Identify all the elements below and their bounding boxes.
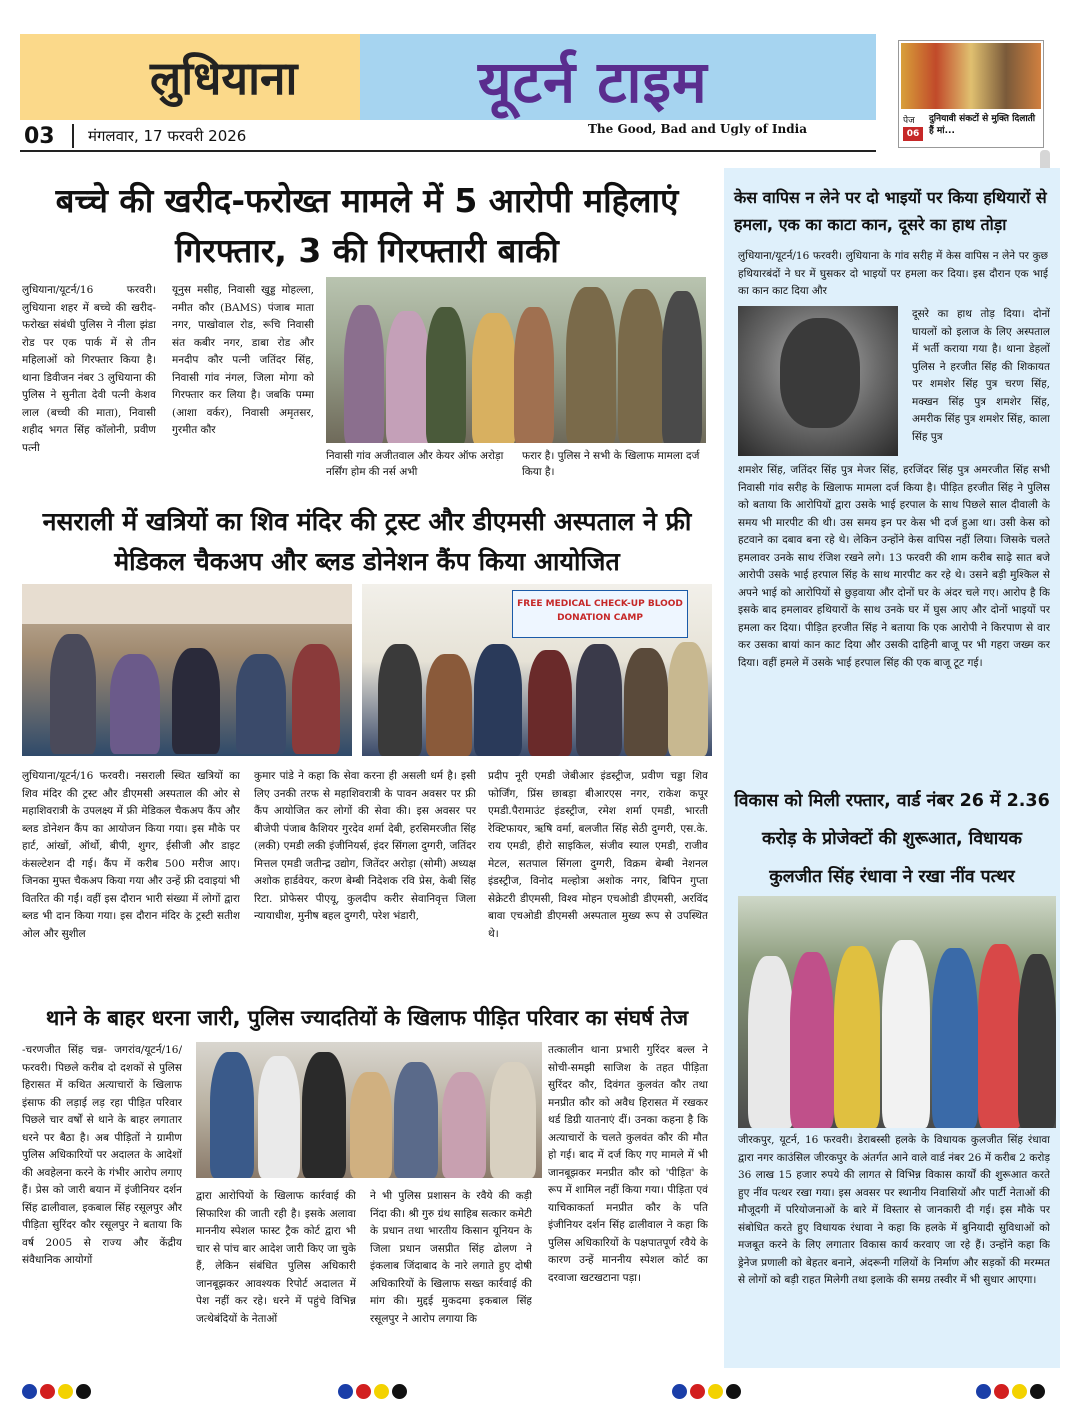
reg-dot xyxy=(76,1384,91,1399)
story1-col1: लुधियाना/यूटर्न/16 फरवरी। लुधियाना शहर में बच्चे की खरीद-फरोख्त संबंधी पुलिस ने नीला झंडा रोड पर एक पार्क में से तीन महिलाओं को गिरफ्तार किया है। थाना डिवीजन नंबर 3 लुधियाना की पुलिस ने सुनीता देवी पत्नी केशव लाल (बच्ची की माता), निवासी शहीद भगत सिंह कॉलोनी, प्रवीण पत्नी xyxy=(22,284,156,454)
person-figure xyxy=(882,940,930,1128)
page-number: 03 xyxy=(24,124,55,149)
person-figure xyxy=(514,307,554,443)
story5-headline: विकास को मिली रफ्तार, वार्ड नंबर 26 में 2.36 करोड़ के प्रोजेक्टों की शुरूआत, विधायक कुलजीत सिंह रंधावा ने रखा नींव पत्थर xyxy=(734,791,1050,887)
story3-photo xyxy=(196,1042,542,1178)
person-figure xyxy=(442,1072,486,1178)
reg-dot xyxy=(672,1384,687,1399)
story2-headline: नसराली में खत्रियों का शिव मंदिर की ट्रस्ट और डीएमसी अस्पताल ने फ्री मेडिकल चैकअप और ब्लड डोनेशन कैंप किया आयोजित xyxy=(42,507,692,576)
person-figure xyxy=(426,654,472,756)
person-figure xyxy=(172,648,220,754)
reg-dot xyxy=(994,1384,1009,1399)
story3-col1: -चरणजीत सिंह चन्न- जगरांव/यूटर्न/16/फरवरी। पिछले करीब दो दशकों से पुलिस हिरासत में कथित अत्याचारों के खिलाफ इंसाफ की लड़ाई लड़ रहा पीड़ित परिवार पिछले चार वर्षों से थाने के बाहर लगातार धरने पर बैठा है। अब पीड़ितों ने ग्रामीण पुलिस अधिकारियों पर अदालत के आदेशों की अवहेलना करने के गंभीर आरोप लगाए हैं। प्रेस को जारी बयान में इंजीनियर दर्शन सिंह ढालीवाल, इकबाल सिंह रसूलपुर और पीड़िता सुरिंदर कौर रसूलपुर ने बताया कि वर्ष 2005 से राज्य और केंद्रीय संवैधानिक आयोगों xyxy=(22,1044,182,1266)
person-figure xyxy=(258,1056,300,1178)
registration-marks xyxy=(672,1384,744,1400)
registration-marks xyxy=(338,1384,410,1400)
story1-caption-right: फरार है। पुलिस ने सभी के खिलाफ मामला दर्ज किया है। xyxy=(522,450,700,478)
person-figure xyxy=(210,1052,254,1178)
reg-dot xyxy=(1012,1384,1027,1399)
person-figure xyxy=(50,634,96,754)
person-figure xyxy=(386,311,430,443)
story2-col3: प्रदीप नूरी एमडी जेबीआर इंडस्ट्रीज, प्रवीण चड्डा शिव फोर्जिंग, प्रिंस छाबड़ा बीआरएस नगर, राकेश कपूर एमडी.पैरामाउंट इंडस्ट्रीज, रमेश शर्मा एमडी, भारती रेक्टिफायर, ऋषि वर्मा, बलजीत सिंह सेठी दुग्गरी, एस.के. राय एमडी, हीरो साइकिल, संजीव स्याल एमडी, राजीव मेटल, सतपाल सिंगला दुग्गरी, विक्रम बेम्बी नेशनल इंडस्ट्रीज, विनोद मल्होत्रा अशोक नगर, बिपिन गुप्ता सेक्रेटरी डीएमसी, विश्व मोहन एचओडी डीएमसी, अरविंद बावा एचओडी डीएमसी अस्पताल मुख्य रूप से उपस्थित थे। xyxy=(488,770,708,940)
reg-dot xyxy=(392,1384,407,1399)
story3-headline: थाने के बाहर धरना जारी, पुलिस ज्यादतियों के खिलाफ पीड़ित परिवार का संघर्ष तेज xyxy=(45,1006,689,1030)
person-figure xyxy=(624,648,668,756)
masthead-city-band xyxy=(20,34,360,120)
reg-dot xyxy=(726,1384,741,1399)
person-figure xyxy=(394,1062,438,1178)
person-figure xyxy=(110,654,160,754)
reg-dot xyxy=(374,1384,389,1399)
promo-page-number: 06 xyxy=(903,127,923,141)
promo-photo xyxy=(901,43,1041,109)
city-name: लुधियाना xyxy=(150,51,298,105)
story1-photo xyxy=(326,277,706,443)
reg-dot xyxy=(690,1384,705,1399)
person-figure xyxy=(236,654,286,754)
story5-body: जीरकपुर, यूटर्न, 16 फरवरी। डेराबस्सी हलके के विधायक कुलजीत सिंह रंधावा द्वारा नगर काउंसिल जीरकपुर के अंतर्गत आने वाले वार्ड नंबर 26 में करीब 2 करोड़ 36 लाख 15 हजार रुपये की लागत से विभिन्न विकास कार्यों की शुरूआत करते हुए नींव पत्थर रखा गया। इस अवसर पर स्थानीय निवासियों और पार्टी नेताओं की मौजूदगी में परियोजनाओं के बारे में विस्तार से जानकारी दी गई। इस मौके पर संबोधित करते हुए विधायक रंधावा ने कहा कि हलके में बुनियादी सुविधाओं को मजबूत करने के लिए लगातार विकास कार्य करवाए जा रहे हैं। उन्होंने कहा कि ड्रेनेज प्रणाली को बेहतर बनाने, अंदरूनी गलियों के निर्माण और सड़कों की मरम्मत से लोगों को बड़ी राहत मिलेगी तथा इलाके की समग्र तस्वीर में भी सुधार आएगा। xyxy=(738,1134,1050,1286)
person-figure xyxy=(292,644,340,754)
promo-title: दुनियावी संकटों से मुक्ति दिलाती हैं मां... xyxy=(929,114,1036,136)
person-figure xyxy=(834,946,880,1128)
person-figure xyxy=(576,644,622,756)
reg-dot xyxy=(58,1384,73,1399)
person-figure xyxy=(378,644,422,756)
tagline: The Good, Bad and Ugly of India xyxy=(588,122,807,136)
masthead xyxy=(20,34,876,120)
story1-caption-left: निवासी गांव अजीतवाल और केयर ऑफ अरोड़ा नर्सिंग होम की नर्स अभी xyxy=(326,450,504,478)
story4-wrap: दूसरे का हाथ तोड़ दिया। दोनों घायलों को इलाज के लिए अस्पताल में भर्ती कराया गया है। थाना डेहलों पुलिस ने हरजीत सिंह की शिकायत पर शमशेर सिंह पुत्र चरण सिंह, मक्खन सिंह पुत्र शमशेर सिंह, अमरीक सिंह पुत्र शमशेर सिंह, काला सिंह पुत्र xyxy=(912,308,1050,443)
story1-headline: बच्चे की खरीद-फरोख्त मामले में 5 आरोपी महिलाएं गिरफ्तार, 3 की गिरफ्तारी बाकी xyxy=(55,181,679,270)
story5-photo xyxy=(738,896,1056,1128)
story1-col2: यूनुस मसीह, निवासी खुड्ड मोहल्ला, नमीत कौर (BAMS) पंजाब माता नगर, पाखोवाल रोड, रूचि निवासी संत कबीर नगर, डाबा रोड और मनदीप कौर पत्नी जतिंदर सिंह, निवासी गांव नंगल, जिला मोगा को गिरफ्तार कर लिया है। जबकि पम्मा (आशा वर्कर), निवासी अमृतसर, गुरमीत कौर xyxy=(172,284,314,436)
story3-col3: ने भी पुलिस प्रशासन के रवैये की कड़ी निंदा की। श्री गुरु ग्रंथ साहिब सत्कार कमेटी के प्रधान तथा भारतीय किसान यूनियन के जिला प्रधान जसप्रीत सिंह ढोलण ने इंकलाब जिंदाबाद के नारे लगाते हुए दोषी अधिकारियों के खिलाफ सख्त कार्रवाई की मांग की। मुद्दई मुकदमा इकबाल सिंह रसूलपुर ने आरोप लगाया कि xyxy=(370,1190,532,1325)
person-figure xyxy=(978,944,1022,1128)
reg-dot xyxy=(338,1384,353,1399)
reg-dot xyxy=(40,1384,55,1399)
registration-marks xyxy=(976,1384,1048,1400)
story2-photo-left xyxy=(22,584,352,756)
issue-row xyxy=(20,122,876,152)
reg-dot xyxy=(1030,1384,1045,1399)
person-figure xyxy=(790,952,834,1128)
person-figure xyxy=(566,287,616,443)
person-figure xyxy=(344,305,384,443)
person-figure xyxy=(668,642,708,756)
reg-dot xyxy=(708,1384,723,1399)
person-figure xyxy=(350,1072,392,1178)
story2-col1: लुधियाना/यूटर्न/16 फरवरी। नसराली स्थित खत्रियों का शिव मंदिर की ट्रस्ट और डीएमसी अस्पताल की ओर से महाशिवरात्री के उपलक्ष्य में फ्री मेडिकल चैकअप कैंप और ब्लड डोनेशन कैंप का आयोजन किया गया। इस मौके पर हार्ट, आंखों, ऑर्थो, बीपी, शुगर, ईसीजी और डाइट कंसल्टेशन दी गई। कैंप में करीब 500 मरीज आए। जिनका मुफ्त चैकअप किया गया और उन्हें फ्री दवाइयां भी वितरित की गईं। वहीं इस दौरान भारी संख्या में लोगों द्वारा ब्लड भी दान किया गया। इस दौरान मंदिर के ट्रस्टी सतीश ओल और सुशील xyxy=(22,770,240,940)
page-promo[interactable] xyxy=(898,40,1044,148)
camp-banner: FREE MEDICAL CHECK-UP BLOOD DONATION CAMP xyxy=(512,590,688,638)
issue-date: मंगलवार, 17 फरवरी 2026 xyxy=(88,127,247,145)
person-figure xyxy=(618,289,664,443)
wall xyxy=(22,584,352,624)
reg-dot xyxy=(356,1384,371,1399)
person-figure xyxy=(1018,954,1056,1128)
victim-face xyxy=(780,318,860,428)
person-figure xyxy=(932,948,978,1128)
story2-col2: कुमार पांडे ने कहा कि सेवा करना ही असली धर्म है। इसी लिए उनकी तरफ से महाशिवरात्री के पावन अवसर पर फ्री कैंप आयोजित कर लोगों की सेवा की। इस अवसर पर बीजेपी पंजाब कैशियर गुरदेव शर्मा देबी, हरसिमरजीत सिंह (लकी) एमडी लकी इंजीनियर्स, इंदर सिंगला दुग्गरी, जतिंदर मित्तल एमडी जतीन्द्र उद्योग, जितेंदर अरोड़ा (सोमी) अध्यक्ष अशोक हार्डवेयर, करण बेम्बी निदेशक रवि प्रेस, केबी सिंह रिटा. प्रोफेसर पीएयू, कुलदीप करीर सेवानिवृत्त जिला न्यायाधीश, मुनीष बहल दुग्गरी, परेश भंडारी, xyxy=(254,770,476,922)
person-figure xyxy=(662,291,702,443)
divider xyxy=(72,124,74,148)
person-figure xyxy=(748,956,794,1128)
person-figure xyxy=(302,1052,346,1178)
story2-photo-right xyxy=(362,584,712,756)
registration-marks xyxy=(22,1384,94,1400)
person-figure xyxy=(528,650,572,756)
promo-page-label: पेज xyxy=(903,116,915,126)
reg-dot xyxy=(976,1384,991,1399)
masthead-brand-band xyxy=(360,34,876,120)
reg-dot xyxy=(22,1384,37,1399)
story4-photo xyxy=(738,306,898,456)
person-figure xyxy=(472,313,516,443)
story4-headline: केस वापिस न लेने पर दो भाइयों पर किया हथियारों से हमला, एक का काटा कान, दूसरे का हाथ तोड़ा xyxy=(734,188,1047,234)
story4-lead: लुधियाना/यूटर्न/16 फरवरी। लुधियाना के गांव सरीह में केस वापिस न लेने पर कुछ हथियारबंदों ने घर में घुसकर दो भाइयों पर हमला कर दिया। इस दौरान एक भाई का कान काट दिया और xyxy=(738,250,1048,297)
story3-col4: तत्कालीन थाना प्रभारी गुरिंदर बल्ल ने सोची-समझी साजिश के तहत पीड़िता सुरिंदर कौर, दिवंगत कुलवंत कौर तथा मनप्रीत कौर को अवैध हिरासत में रखकर थर्ड डिग्री यातनाएं दीं। उनका कहना है कि अत्याचारों के चलते कुलवंत कौर की मौत हो गई। बाद में दर्ज किए गए मामले में भी जानबूझकर मनप्रीत कौर को 'पीड़ित' के रूप में शामिल नहीं किया गया। पीड़िता एवं याचिकाकर्ता मनप्रीत कौर के पति इंजीनियर दर्शन सिंह ढालीवाल ने कहा कि पुलिस अधिकारियों के पक्षपातपूर्ण रवैये के कारण उन्हें माननीय स्पेशल कोर्ट का दरवाजा खटखटाना पड़ा। xyxy=(548,1044,708,1284)
story3-col2: द्वारा आरोपियों के खिलाफ कार्रवाई की सिफारिश की जाती रही है। इसके अलावा माननीय स्पेशल फास्ट ट्रैक कोर्ट द्वारा भी चार से पांच बार आदेश जारी किए जा चुके हैं, लेकिन संबंधित पुलिस अधिकारी जानबूझकर आवश्यक रिपोर्ट अदालत में पेश नहीं कर रहे। धरने में पहुंचे विभिन्न जत्थेबंदियों के नेताओं xyxy=(196,1190,356,1325)
newspaper-logo: यूटर्न टाइम xyxy=(478,48,708,116)
person-figure xyxy=(490,1062,536,1178)
person-figure xyxy=(426,307,466,443)
story4-rest: शमशेर सिंह, जतिंदर सिंह पुत्र मेजर सिंह, हरजिंदर सिंह पुत्र अमरजीत सिंह सभी निवासी गांव सरीह के खिलाफ मामला दर्ज किया है। पीड़ित हरजीत सिंह ने पुलिस को बताया कि आरोपियों द्वारा उसके भाई हरपाल के साथ पिछले साल दीवाली के समय भी मारपीट की थी। उस समय इन पर केस भी दर्ज हुआ था। उसी केस को हटवाने का दबाव बना रहे थे। लेकिन उन्होंने केस वापिस नहीं लिया। जिसके चलते हमलावर उनके साथ रंजिश रखने लगे। 13 फरवरी की शाम करीब साढ़े सात बजे आरोपी उसके भाई हरपाल सिंह के साथ मारपीट कर रहे थे। उसने बड़ी मुश्किल से अपने भाई को आरोपियों से छुड़वाया और दोनों घर के अंदर चले गए। आरोप है कि इसके बाद हमलावर हथियारों के साथ उनके घर में घुस आए और दोनों भाइयों पर हमला कर दिया। पीड़ित हरजीत सिंह ने बताया कि एक आरोपी ने किरपाण से वार कर उसका बायां कान काट दिया और उसकी दाहिनी बाजू पर भी गहरा जख्म कर दिया। वहीं हमले में उसके भाई हरपाल सिंह की एक बाजू टूट गई। xyxy=(738,464,1050,669)
person-figure xyxy=(474,644,522,756)
